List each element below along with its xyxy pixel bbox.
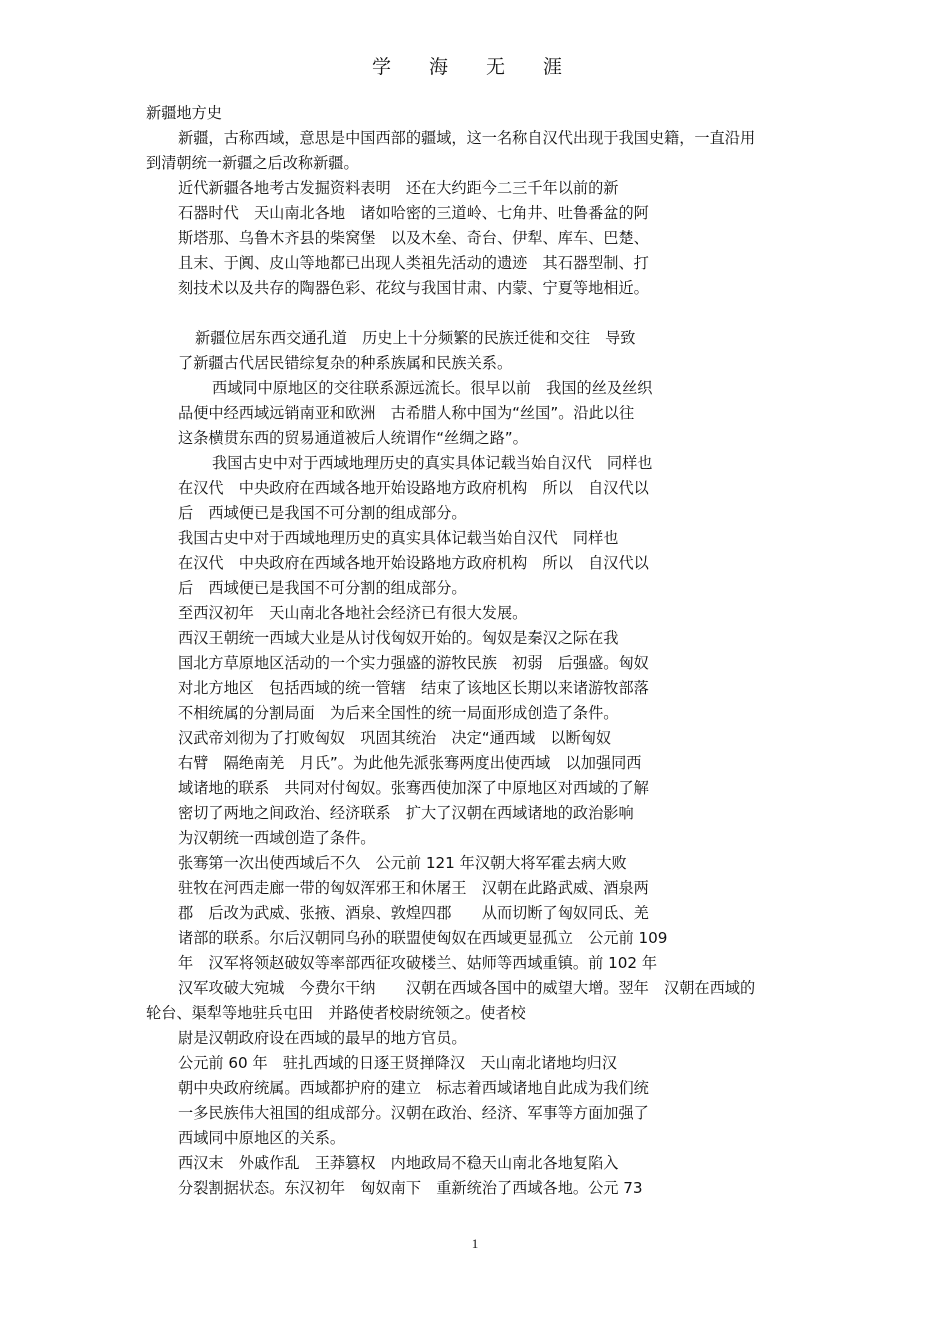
text-line: 尉是汉朝政府设在西域的最早的地方官员。 [178,1029,467,1047]
text-line: 朝中央政府统属。西域都护府的建立 标志着西域诸地自此成为我们统 [178,1079,649,1097]
text-line: 公元前 60 年 驻扎西域的日逐王贤掸降汉 天山南北诸地均归汉 [178,1054,618,1072]
text-line: 右臂 隔绝南羌 月氏”。为此他先派张骞两度出使西域 以加强同西 [178,754,642,772]
page-number: 1 [471,1236,479,1251]
text-line: 且末、于阗、皮山等地都已出现人类祖先活动的遗迹 其石器型制、打 [178,254,649,272]
text-line: 郡 后改为武威、张掖、酒泉、敦煌四郡 从而切断了匈奴同氐、羌 [178,904,649,922]
text-line: 西汉王朝统一西域大业是从讨伐匈奴开始的。匈奴是秦汉之际在我 [178,629,619,647]
text-line: 西汉末 外戚作乱 王莽篡权 内地政局不稳天山南北各地复陷入 [178,1154,619,1172]
text-line: 为汉朝统一西域创造了条件。 [178,829,376,847]
text-line: 新疆，古称西域，意思是中国西部的疆域，这一名称自汉代出现于我国史籍，一直沿用 [178,129,756,147]
text-line: 到清朝统一新疆之后改称新疆。 [146,154,359,172]
text-line: 了新疆古代居民错综复杂的种系族属和民族关系。 [178,354,513,372]
text-line: 驻牧在河西走廊一带的匈奴浑邪王和休屠王 汉朝在此路武威、酒泉两 [178,879,649,897]
text-line: 分裂割据状态。东汉初年 匈奴南下 重新统治了西域各地。公元 73 [178,1179,643,1197]
text-line: 张骞第一次出使西域后不久 公元前 121 年汉朝大将军霍去病大败 [178,854,627,872]
text-line: 石器时代 天山南北各地 诸如哈密的三道岭、七角井、吐鲁番盆的阿 [178,204,649,222]
text-line: 不相统属的分割局面 为后来全国性的统一局面形成创造了条件。 [178,704,619,722]
text-line: 密切了两地之间政治、经济联系 扩大了汉朝在西域诸地的政治影响 [178,804,634,822]
doc-title: 新疆地方史 [146,104,222,122]
page-header: 学 海 无 涯 [371,56,579,78]
text-line: 这条横贯东西的贸易通道被后人统谓作“丝绸之路”。 [178,429,528,447]
text-line: 后 西域便已是我国不可分割的组成部分。 [178,504,467,522]
text-line: 西域同中原地区的关系。 [178,1129,346,1147]
text-line: 在汉代 中央政府在西域各地开始设路地方政府机构 所以 自汉代以 [178,554,649,572]
text-line: 国北方草原地区活动的一个实力强盛的游牧民族 初弱 后强盛。匈奴 [178,654,649,672]
text-line: 西域同中原地区的交往联系源远流长。很早以前 我国的丝及丝织 [212,379,653,397]
text-line: 斯塔那、乌鲁木齐县的柴窝堡 以及木垒、奇台、伊犁、库车、巴楚、 [178,229,649,247]
text-line: 我国古史中对于西域地理历史的真实具体记载当始自汉代 同样也 [178,529,619,547]
text-line: 我国古史中对于西域地理历史的真实具体记载当始自汉代 同样也 [212,454,653,472]
text-line: 近代新疆各地考古发掘资料表明 还在大约距今二三千年以前的新 [178,179,619,197]
text-line: 在汉代 中央政府在西域各地开始设路地方政府机构 所以 自汉代以 [178,479,649,497]
text-line: 后 西域便已是我国不可分割的组成部分。 [178,579,467,597]
text-line: 诸部的联系。尔后汉朝同乌孙的联盟使匈奴在西域更显孤立 公元前 109 [178,929,668,947]
text-line: 一多民族伟大祖国的组成部分。汉朝在政治、经济、军事等方面加强了 [178,1104,649,1122]
text-line: 轮台、渠犁等地驻兵屯田 并路使者校尉统领之。使者校 [146,1004,526,1022]
text-line: 域诸地的联系 共同对付匈奴。张骞西使加深了中原地区对西域的了解 [178,779,649,797]
text-line: 年 汉军将领赵破奴等率部西征攻破楼兰、姑师等西域重镇。前 102 年 [178,954,658,972]
text-line: 汉武帝刘彻为了打败匈奴 巩固其统治 决定“通西域 以断匈奴 [178,729,612,747]
text-line: 刻技术以及共存的陶器色彩、花纹与我国甘肃、内蒙、宁夏等地相近。 [178,279,649,297]
text-line: 汉军攻破大宛城 今费尔干纳 汉朝在西域各国中的威望大增。翌年 汉朝在西域的 [178,979,756,997]
text-line: 新疆位居东西交通孔道 历史上十分频繁的民族迁徙和交往 导致 [195,329,636,347]
text-line: 品便中经西域远销南亚和欧洲 古希腊人称中国为“丝国”。沿此以往 [178,404,635,422]
text-line: 至西汉初年 天山南北各地社会经济已有很大发展。 [178,604,528,622]
text-line: 对北方地区 包括西域的统一管辖 结束了该地区长期以来诸游牧部落 [178,679,649,697]
